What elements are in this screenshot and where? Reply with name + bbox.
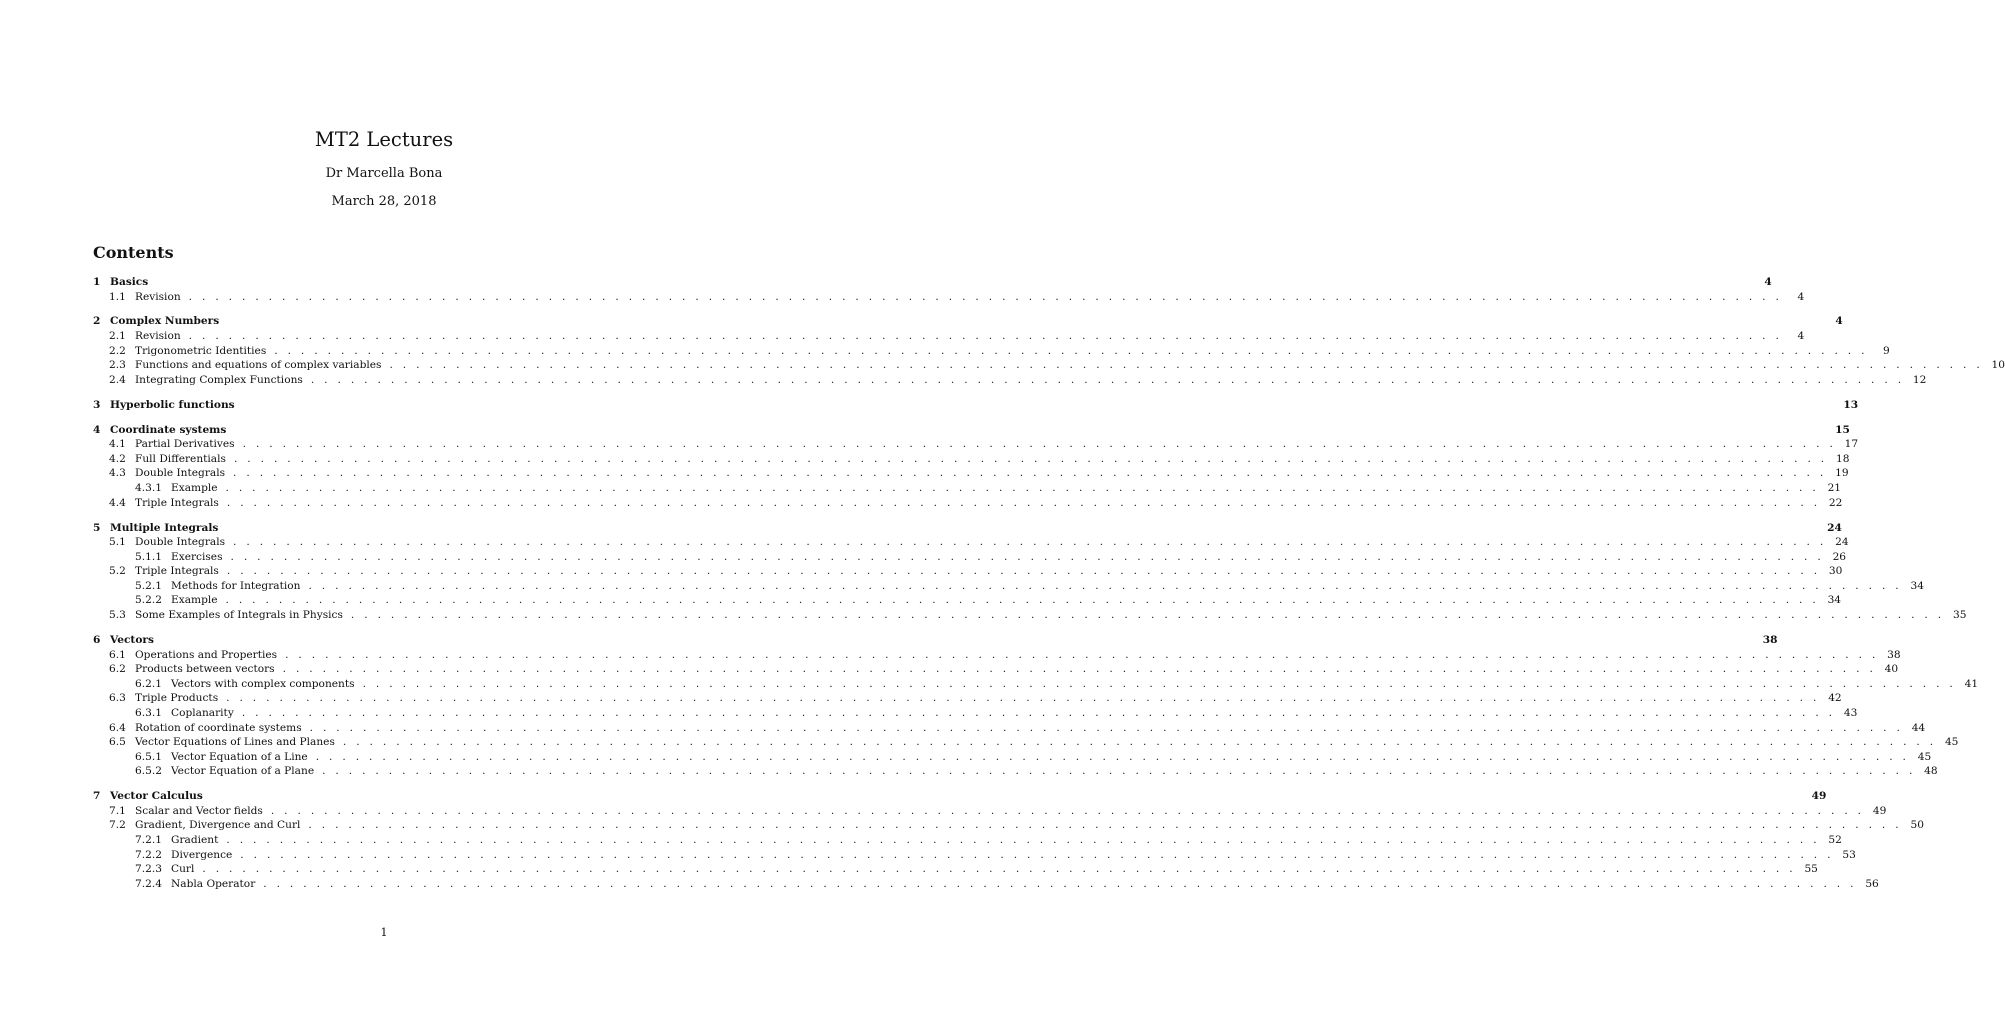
toc-entry-title: Vector Equation of a Line	[171, 750, 308, 763]
toc-spacer	[93, 510, 676, 520]
toc-entry-page: 17	[1844, 438, 1859, 451]
toc-entry-page: 24	[1827, 521, 1842, 534]
toc-entry-number: 4.2	[109, 452, 126, 465]
toc-entry-number: 5	[93, 521, 101, 534]
toc-section-entry[interactable]	[93, 344, 1890, 359]
toc-entry-title: Revision	[135, 290, 181, 303]
toc-entry-title: Some Examples of Integrals in Physics	[135, 609, 343, 622]
toc-section-entry[interactable]	[93, 735, 1959, 750]
toc-subsection-entry[interactable]	[93, 877, 1879, 892]
toc-entry-number: 6.2	[109, 663, 126, 676]
toc-section-entry[interactable]	[93, 818, 1924, 833]
toc-entry-page: 30	[1828, 565, 1843, 578]
toc-spacer	[93, 304, 676, 314]
toc-dot-leader: . . . . . . . . . . . . . . . . . . . . . . . . . . . . . . . . . . . . . . . . . . . . . . . . . . . . . . . . . . . . . . . . . . . . . . . . . . . . . . . . . . . . . . . . . . . . . . . . . . . . . . . . . . . . . . . . . . . . . . . .	[188, 330, 1783, 343]
toc-chapter-entry[interactable]	[93, 423, 1850, 438]
toc-entry-page: 4	[1764, 276, 1772, 288]
toc-entry-page: 38	[1887, 648, 1901, 661]
toc-subsection-entry[interactable]	[93, 848, 1856, 863]
toc-entry-number: 6.3	[109, 692, 126, 705]
toc-entry-page: 24	[1835, 536, 1849, 549]
toc-entry-title: Full Differentials	[135, 452, 226, 465]
toc-entry-page: 48	[1924, 765, 1938, 778]
toc-dot-leader: . . . . . . . . . . . . . . . . . . . . . . . . . . . . . . . . . . . . . . . . . . . . . . . . . . . . . . . . . . . . . . . . . . . . . . . . . . . . . . . . . . . . . . . . . . . . . . . . . . . . . . . . . . . . . . . . . . . . . . . .	[241, 706, 1836, 719]
toc-spacer	[93, 387, 676, 397]
toc-entry-page: 10	[1991, 359, 2005, 372]
toc-section-entry[interactable]	[93, 608, 1967, 623]
toc-entry-number: 7.1	[109, 804, 126, 817]
toc-section-entry[interactable]	[93, 662, 1899, 677]
toc-entry-number: 7.2.2	[135, 848, 162, 861]
toc-dot-leader: . . . . . . . . . . . . . . . . . . . . . . . . . . . . . . . . . . . . . . . . . . . . . . . . . . . . . . . . . . . . . . . . . . . . . . . . . . . . . . . . . . . . . . . . . . . . . . . . . . . . . . . . . . . . . . . . . . . . . . . .	[274, 344, 1868, 357]
toc-entry-title: Operations and Properties	[135, 648, 278, 661]
toc-entry-page: 41	[1964, 677, 1979, 690]
toc-entry-title: Hyperbolic functions	[110, 398, 235, 411]
document-author: Dr Marcella Bona	[325, 166, 443, 181]
toc-entry-page: 22	[1828, 496, 1843, 509]
toc-dot-leader: . . . . . . . . . . . . . . . . . . . . . . . . . . . . . . . . . . . . . . . . . . . . . . . . . . . . . . . . . . . . . . . . . . . . . . . . . . . . . . . . . . . . . . . . . . . . . . . . . . . . . . . . . . . . . . . . . . . . . . . .	[308, 579, 1902, 592]
toc-entry-number: 2.2	[109, 344, 126, 357]
toc-subsection-entry[interactable]	[93, 750, 1932, 765]
toc-entry-title: Vector Equations of Lines and Planes	[135, 736, 335, 749]
toc-entry-number: 4.1	[109, 438, 126, 451]
toc-entry-number: 6	[93, 633, 101, 646]
toc-entry-page: 45	[1944, 736, 1959, 749]
toc-entry-number: 4.4	[109, 496, 126, 509]
toc-entry-number: 7.2	[109, 819, 126, 832]
toc-dot-leader: . . . . . . . . . . . . . . . . . . . . . . . . . . . . . . . . . . . . . . . . . . . . . . . . . . . . . . . . . . . . . . . . . . . . . . . . . . . . . . . . . . . . . . . . . . . . . . . . . . . . . . . . . . . . . . . . . . . . . . . .	[202, 863, 1796, 876]
document-date: March 28, 2018	[331, 194, 437, 209]
toc-dot-leader: . . . . . . . . . . . . . . . . . . . . . . . . . . . . . . . . . . . . . . . . . . . . . . . . . . . . . . . . . . . . . . . . . . . . . . . . . . . . . . . . . . . . . . . . . . . . . . . . . . . . . . . . . . . . . . . . . . . . . . . .	[225, 482, 1820, 495]
toc-entry-page: 45	[1917, 750, 1932, 763]
toc-entry-number: 2.3	[109, 359, 126, 372]
toc-dot-leader: . . . . . . . . . . . . . . . . . . . . . . . . . . . . . . . . . . . . . . . . . . . . . . . . . . . . . . . . . . . . . . . . . . . . . . . . . . . . . . . . . . . . . . . . . . . . . . . . . . . . . . . . . . . . . . . . . . . . . . . .	[230, 550, 1825, 563]
toc-entry-number: 5.2.1	[135, 579, 162, 592]
page-number: 1	[380, 926, 388, 939]
toc-entry-page: 19	[1835, 467, 1849, 480]
toc-dot-leader: . . . . . . . . . . . . . . . . . . . . . . . . . . . . . . . . . . . . . . . . . . . . . . . . . . . . . . . . . . . . . . . . . . . . . . . . . . . . . . . . . . . . . . . . . . . . . . . . . . . . . . . . . . . . . . . . . . . . . . . .	[282, 663, 1877, 676]
toc-dot-leader: . . . . . . . . . . . . . . . . . . . . . . . . . . . . . . . . . . . . . . . . . . . . . . . . . . . . . . . . . . . . . . . . . . . . . . . . . . . . . . . . . . . . . . . . . . . . . . . . . . . . . . . . . . . . . . . . . . . . . . . .	[226, 833, 1820, 846]
toc-entry-number: 7.2.1	[135, 833, 162, 846]
toc-entry-page: 49	[1811, 790, 1827, 803]
toc-subsection-entry[interactable]	[93, 764, 1938, 779]
toc-dot-leader: . . . . . . . . . . . . . . . . . . . . . . . . . . . . . . . . . . . . . . . . . . . . . . . . . . . . . . . . . . . . . . . . . . . . . . . . . . . . . . . . . . . . . . . . . . . . . . . . . . . . . . . . . . . . . . . . . . . . . . . .	[225, 594, 1820, 607]
toc-section-entry[interactable]	[93, 466, 1849, 481]
toc-dot-leader: . . . . . . . . . . . . . . . . . . . . . . . . . . . . . . . . . . . . . . . . . . . . . . . . . . . . . . . . . . . . . . . . . . . . . . . . . . . . . . . . . . . . . . . . . . . . . . . . . . . . . . . . . . . . . . . . . . . . . . . .	[226, 496, 1821, 509]
toc-dot-leader: . . . . . . . . . . . . . . . . . . . . . . . . . . . . . . . . . . . . . . . . . . . . . . . . . . . . . . . . . . . . . . . . . . . . . . . . . . . . . . . . . . . . . . . . . . . . . . . . . . . . . . . . . . . . . . . . . . . . . . . .	[263, 877, 1857, 890]
toc-dot-leader: . . . . . . . . . . . . . . . . . . . . . . . . . . . . . . . . . . . . . . . . . . . . . . . . . . . . . . . . . . . . . . . . . . . . . . . . . . . . . . . . . . . . . . . . . . . . . . . . . . . . . . . . . . . . . . . . . . . . . . . .	[240, 848, 1834, 861]
toc-entry-number: 6.2.1	[135, 677, 162, 690]
toc-dot-leader: . . . . . . . . . . . . . . . . . . . . . . . . . . . . . . . . . . . . . . . . . . . . . . . . . . . . . . . . . . . . . . . . . . . . . . . . . . . . . . . . . . . . . . . . . . . . . . . . . . . . . . . . . . . . . . . . . . . . . . . .	[309, 721, 1904, 734]
toc-entry-title: Products between vectors	[135, 663, 275, 676]
toc-entry-number: 6.5.2	[135, 765, 162, 778]
toc-spacer	[93, 779, 676, 789]
toc-entry-page: 56	[1865, 877, 1879, 890]
toc-entry-title: Nabla Operator	[171, 877, 256, 890]
toc-entry-number: 6.1	[109, 648, 126, 661]
toc-entry-title: Vector Equation of a Plane	[171, 765, 315, 778]
toc-chapter-entry[interactable]	[93, 398, 1859, 413]
toc-dot-leader: . . . . . . . . . . . . . . . . . . . . . . . . . . . . . . . . . . . . . . . . . . . . . . . . . . . . . . . . . . . . . . . . . . . . . . . . . . . . . . . . . . . . . . . . . . . . . . . . . . . . . . . . . . . . . . . . . . . . . . . .	[315, 750, 1910, 763]
toc-entry-title: Multiple Integrals	[110, 521, 219, 534]
toc-entry-title: Curl	[171, 863, 195, 876]
toc-entry-page: 18	[1835, 452, 1850, 465]
toc-entry-page: 34	[1910, 579, 1924, 592]
toc-entry-title: Triple Products	[135, 692, 219, 705]
toc-entry-page: 50	[1910, 819, 1924, 832]
toc-dot-leader: . . . . . . . . . . . . . . . . . . . . . . . . . . . . . . . . . . . . . . . . . . . . . . . . . . . . . . . . . . . . . . . . . . . . . . . . . . . . . . . . . . . . . . . . . . . . . . . . . . . . . . . . . . . . . . . . . . . . . . . .	[242, 438, 1837, 451]
toc-entry-page: 44	[1911, 721, 1926, 734]
toc-entry-number: 5.2.2	[135, 594, 162, 607]
toc-section-entry[interactable]	[93, 496, 1843, 511]
toc-subsection-entry[interactable]	[93, 593, 1842, 608]
toc-entry-page: 55	[1804, 863, 1818, 876]
toc-dot-leader: . . . . . . . . . . . . . . . . . . . . . . . . . . . . . . . . . . . . . . . . . . . . . . . . . . . . . . . . . . . . . . . . . . . . . . . . . . . . . . . . . . . . . . . . . . . . . . . . . . . . . . . . . . . . . . . . . . . . . . . .	[233, 467, 1827, 480]
document-title: MT2 Lectures	[314, 128, 454, 151]
toc-entry-title: Gradient	[171, 833, 219, 846]
toc-entry-title: Divergence	[171, 848, 233, 861]
toc-section-entry[interactable]	[93, 329, 1805, 344]
toc-section-entry[interactable]	[93, 437, 1859, 452]
toc-dot-leader: . . . . . . . . . . . . . . . . . . . . . . . . . . . . . . . . . . . . . . . . . . . . . . . . . . . . . . . . . . . . . . . . . . . . . . . . . . . . . . . . . . . . . . . . . . . . . . . . . . . . . . . . . . . . . . . . . . . . . . . .	[350, 609, 1945, 622]
toc-entry-page: 38	[1762, 633, 1778, 646]
toc-subsection-entry[interactable]	[93, 833, 1842, 848]
toc-dot-leader: . . . . . . . . . . . . . . . . . . . . . . . . . . . . . . . . . . . . . . . . . . . . . . . . . . . . . . . . . . . . . . . . . . . . . . . . . . . . . . . . . . . . . . . . . . . . . . . . . . . . . . . . . . . . . . . . . . . . . . . .	[322, 765, 1916, 778]
toc-entry-page: 43	[1843, 706, 1858, 719]
toc-entry-title: Double Integrals	[135, 467, 226, 480]
toc-dot-leader: . . . . . . . . . . . . . . . . . . . . . . . . . . . . . . . . . . . . . . . . . . . . . . . . . . . . . . . . . . . . . . . . . . . . . . . . . . . . . . . . . . . . . . . . . . . . . . . . . . . . . . . . . . . . . . . . . . . . . . . .	[233, 536, 1827, 549]
toc-entry-title: Triple Integrals	[135, 496, 219, 509]
toc-section-entry[interactable]	[93, 721, 1926, 736]
toc-chapter-entry[interactable]	[93, 789, 1827, 804]
toc-dot-leader: . . . . . . . . . . . . . . . . . . . . . . . . . . . . . . . . . . . . . . . . . . . . . . . . . . . . . . . . . . . . . . . . . . . . . . . . . . . . . . . . . . . . . . . . . . . . . . . . . . . . . . . . . . . . . . . . . . . . . . . .	[389, 359, 1983, 372]
toc-chapter-entry[interactable]	[93, 521, 1842, 536]
toc-entry-title: Rotation of coordinate systems	[135, 721, 302, 734]
toc-subsection-entry[interactable]	[93, 579, 1924, 594]
toc-entry-title: Revision	[135, 330, 181, 343]
toc-entry-number: 4.3	[109, 467, 126, 480]
toc-entry-title: Integrating Complex Functions	[135, 373, 303, 386]
toc-entry-page: 9	[1883, 344, 1890, 357]
toc-entry-page: 21	[1827, 482, 1842, 495]
toc-entry-page: 4	[1835, 315, 1843, 328]
toc-entry-page: 26	[1832, 550, 1847, 563]
toc-entry-title: Trigonometric Identities	[135, 344, 267, 357]
toc-entry-number: 7.2.3	[135, 863, 162, 876]
toc-entry-title: Functions and equations of complex variables	[135, 359, 382, 372]
toc-entry-title: Methods for Integration	[171, 579, 301, 592]
toc-entry-title: Vector Calculus	[110, 790, 203, 803]
toc-entry-page: 42	[1828, 692, 1842, 705]
toc-section-entry[interactable]	[93, 564, 1843, 579]
toc-entry-title: Example	[171, 482, 218, 495]
toc-chapter-entry[interactable]	[93, 633, 1778, 648]
toc-entry-number: 6.5	[109, 736, 126, 749]
toc-dot-leader: . . . . . . . . . . . . . . . . . . . . . . . . . . . . . . . . . . . . . . . . . . . . . . . . . . . . . . . . . . . . . . . . . . . . . . . . . . . . . . . . . . . . . . . . . . . . . . . . . . . . . . . . . . . . . . . . . . . . . . . .	[342, 736, 1937, 749]
toc-entry-number: 5.1.1	[135, 550, 162, 563]
toc-entry-number: 6.3.1	[135, 706, 162, 719]
toc-dot-leader: . . . . . . . . . . . . . . . . . . . . . . . . . . . . . . . . . . . . . . . . . . . . . . . . . . . . . . . . . . . . . . . . . . . . . . . . . . . . . . . . . . . . . . . . . . . . . . . . . . . . . . . . . . . . . . . . . . . . . . . .	[308, 819, 1902, 832]
toc-spacer	[93, 623, 676, 633]
toc-entry-number: 7.2.4	[135, 877, 162, 890]
toc-subsection-entry[interactable]	[93, 706, 1858, 721]
toc-dot-leader: . . . . . . . . . . . . . . . . . . . . . . . . . . . . . . . . . . . . . . . . . . . . . . . . . . . . . . . . . . . . . . . . . . . . . . . . . . . . . . . . . . . . . . . . . . . . . . . . . . . . . . . . . . . . . . . . . . . . . . . .	[285, 648, 1879, 661]
toc-entry-page: 49	[1872, 804, 1887, 817]
toc-entry-title: Vectors	[110, 633, 154, 646]
toc-section-entry[interactable]	[93, 358, 2005, 373]
toc-subsection-entry[interactable]	[93, 677, 1979, 692]
toc-entry-title: Gradient, Divergence and Curl	[135, 819, 301, 832]
toc-entry-page: 15	[1835, 423, 1850, 436]
toc-entry-number: 7	[93, 790, 101, 803]
toc-entry-page: 4	[1797, 330, 1805, 343]
toc-entry-number: 2.4	[109, 373, 126, 386]
toc-section-entry[interactable]	[93, 373, 1927, 388]
toc-chapter-entry[interactable]	[93, 275, 1772, 290]
toc-entry-page: 13	[1843, 398, 1859, 411]
toc-section-entry[interactable]	[93, 452, 1850, 467]
toc-entry-page: 40	[1884, 663, 1899, 676]
toc-entry-number: 2.1	[109, 330, 126, 343]
toc-entry-title: Triple Integrals	[135, 565, 219, 578]
toc-dot-leader: . . . . . . . . . . . . . . . . . . . . . . . . . . . . . . . . . . . . . . . . . . . . . . . . . . . . . . . . . . . . . . . . . . . . . . . . . . . . . . . . . . . . . . . . . . . . . . . . . . . . . . . . . . . . . . . . . . . . . . . .	[310, 373, 1905, 386]
toc-entry-title: Scalar and Vector fields	[135, 804, 263, 817]
toc-entry-title: Example	[171, 594, 218, 607]
toc-entry-number: 6.4	[109, 721, 126, 734]
toc-dot-leader: . . . . . . . . . . . . . . . . . . . . . . . . . . . . . . . . . . . . . . . . . . . . . . . . . . . . . . . . . . . . . . . . . . . . . . . . . . . . . . . . . . . . . . . . . . . . . . . . . . . . . . . . . . . . . . . . . . . . . . . .	[233, 452, 1828, 465]
toc-subsection-entry[interactable]	[93, 481, 1842, 496]
toc-entry-number: 6.5.1	[135, 750, 162, 763]
table-of-contents	[93, 275, 2005, 891]
toc-spacer	[93, 412, 676, 422]
toc-section-entry[interactable]	[93, 648, 1901, 663]
toc-dot-leader: . . . . . . . . . . . . . . . . . . . . . . . . . . . . . . . . . . . . . . . . . . . . . . . . . . . . . . . . . . . . . . . . . . . . . . . . . . . . . . . . . . . . . . . . . . . . . . . . . . . . . . . . . . . . . . . . . . . . . . . .	[188, 290, 1783, 303]
toc-entry-title: Vectors with complex components	[171, 677, 355, 690]
toc-entry-number: 4	[93, 423, 101, 436]
toc-entry-title: Exercises	[171, 550, 223, 563]
toc-section-entry[interactable]	[93, 290, 1805, 305]
toc-entry-page: 12	[1912, 373, 1927, 386]
toc-entry-number: 5.2	[109, 565, 126, 578]
toc-entry-title: Complex Numbers	[110, 315, 220, 328]
toc-entry-number: 4.3.1	[135, 482, 162, 495]
toc-entry-number: 1.1	[109, 290, 126, 303]
toc-entry-title: Double Integrals	[135, 536, 226, 549]
toc-entry-number: 5.1	[109, 536, 126, 549]
toc-subsection-entry[interactable]	[93, 550, 1847, 565]
toc-entry-title: Basics	[110, 276, 149, 288]
toc-dot-leader: . . . . . . . . . . . . . . . . . . . . . . . . . . . . . . . . . . . . . . . . . . . . . . . . . . . . . . . . . . . . . . . . . . . . . . . . . . . . . . . . . . . . . . . . . . . . . . . . . . . . . . . . . . . . . . . . . . . . . . . .	[362, 677, 1957, 690]
toc-entry-page: 34	[1827, 594, 1842, 607]
toc-dot-leader: . . . . . . . . . . . . . . . . . . . . . . . . . . . . . . . . . . . . . . . . . . . . . . . . . . . . . . . . . . . . . . . . . . . . . . . . . . . . . . . . . . . . . . . . . . . . . . . . . . . . . . . . . . . . . . . . . . . . . . . .	[226, 692, 1820, 705]
toc-entry-page: 4	[1797, 290, 1805, 303]
toc-entry-page: 53	[1842, 848, 1856, 861]
toc-section-entry[interactable]	[93, 804, 1887, 819]
toc-entry-page: 52	[1828, 833, 1842, 846]
toc-entry-number: 5.3	[109, 609, 126, 622]
toc-dot-leader: . . . . . . . . . . . . . . . . . . . . . . . . . . . . . . . . . . . . . . . . . . . . . . . . . . . . . . . . . . . . . . . . . . . . . . . . . . . . . . . . . . . . . . . . . . . . . . . . . . . . . . . . . . . . . . . . . . . . . . . .	[226, 565, 1821, 578]
contents-heading: Contents	[93, 243, 174, 262]
toc-entry-number: 3	[93, 398, 101, 411]
toc-entry-title: Coordinate systems	[110, 423, 227, 436]
toc-section-entry[interactable]	[93, 535, 1849, 550]
toc-chapter-entry[interactable]	[93, 314, 1843, 329]
toc-entry-title: Partial Derivatives	[135, 438, 235, 451]
toc-dot-leader: . . . . . . . . . . . . . . . . . . . . . . . . . . . . . . . . . . . . . . . . . . . . . . . . . . . . . . . . . . . . . . . . . . . . . . . . . . . . . . . . . . . . . . . . . . . . . . . . . . . . . . . . . . . . . . . . . . . . . . . .	[270, 804, 1865, 817]
toc-entry-title: Coplanarity	[171, 706, 234, 719]
toc-entry-number: 1	[93, 276, 101, 288]
toc-subsection-entry[interactable]	[93, 862, 1818, 877]
toc-entry-page: 35	[1952, 609, 1967, 622]
toc-section-entry[interactable]	[93, 691, 1842, 706]
toc-entry-number: 2	[93, 315, 101, 328]
